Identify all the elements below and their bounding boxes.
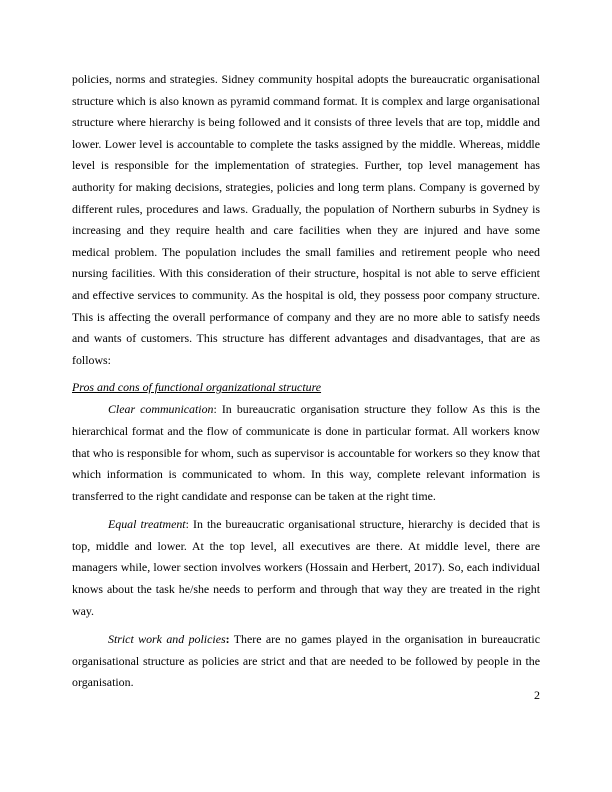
intro-paragraph: policies, norms and strategies. Sidney community hospital adopts the bureaucratic organisational structure which is also known as pyramid command format. It is complex and large organisational structure where hierarchy is being followed and it consists of three levels that are top, middle and lower. Lower level is accountable to complete the tasks assigned by the middle. Whereas, middle level is responsible for the implementation of strategies. Further, top level management has authority for making decisions, strategies, policies and long term plans. Company is governed by different rules, procedures and laws. Gradually, the population of Northern suburbs in Sydney is increasing and they require health and care facilities when they are injured and have some medical problem. The population includes the small families and retirement people who need nursing facilities. With this consideration of their structure, hospital is not able to serve efficient and effective services to community. As the hospital is old, they possess poor company structure. This is affecting the overall performance of company and they are no more able to satisfy needs and wants of customers. This structure has different advantages and disadvantages, that are as follows: xyxy=(72,72,540,367)
document-page xyxy=(72,69,540,701)
point-term: Strict work and policies xyxy=(108,632,226,647)
point-term: Equal treatment xyxy=(108,517,186,532)
point-text: In the bureaucratic organisational structure, hierarchy is decided that is top, middle and lower. At the top level, all executives are there. At middle level, there are managers while, lower section involves workers (Hossain and Herbert, 2017). So, each individual knows about the task he/she needs to perform and through that way they are treated in the right way. xyxy=(72,517,541,618)
point-strict-work-and-policies xyxy=(72,629,540,694)
point-separator: : xyxy=(213,402,217,417)
page-number: 2 xyxy=(534,688,540,702)
section-heading: Pros and cons of functional organizational structure xyxy=(72,380,322,395)
point-term: Clear communication xyxy=(108,402,214,417)
point-text: There are no games played in the organisation in bureaucratic organisational structure as policies are strict and that are needed to be followed by people in the organisation. xyxy=(72,632,540,690)
point-equal-treatment xyxy=(72,514,540,622)
point-separator: : xyxy=(225,632,230,647)
point-text: In bureaucratic organisation structure they follow As this is the hierarchical format and the flow of communicate is done in particular format. All workers know that who is responsible for whom, such as supervisor is accountable for workers so they know that which information is communicated to whom. In this way, complete relevant information is transferred to the right candidate and response can be taken at the right time. xyxy=(72,402,540,503)
point-separator: : xyxy=(185,517,189,532)
point-clear-communication xyxy=(72,399,540,507)
